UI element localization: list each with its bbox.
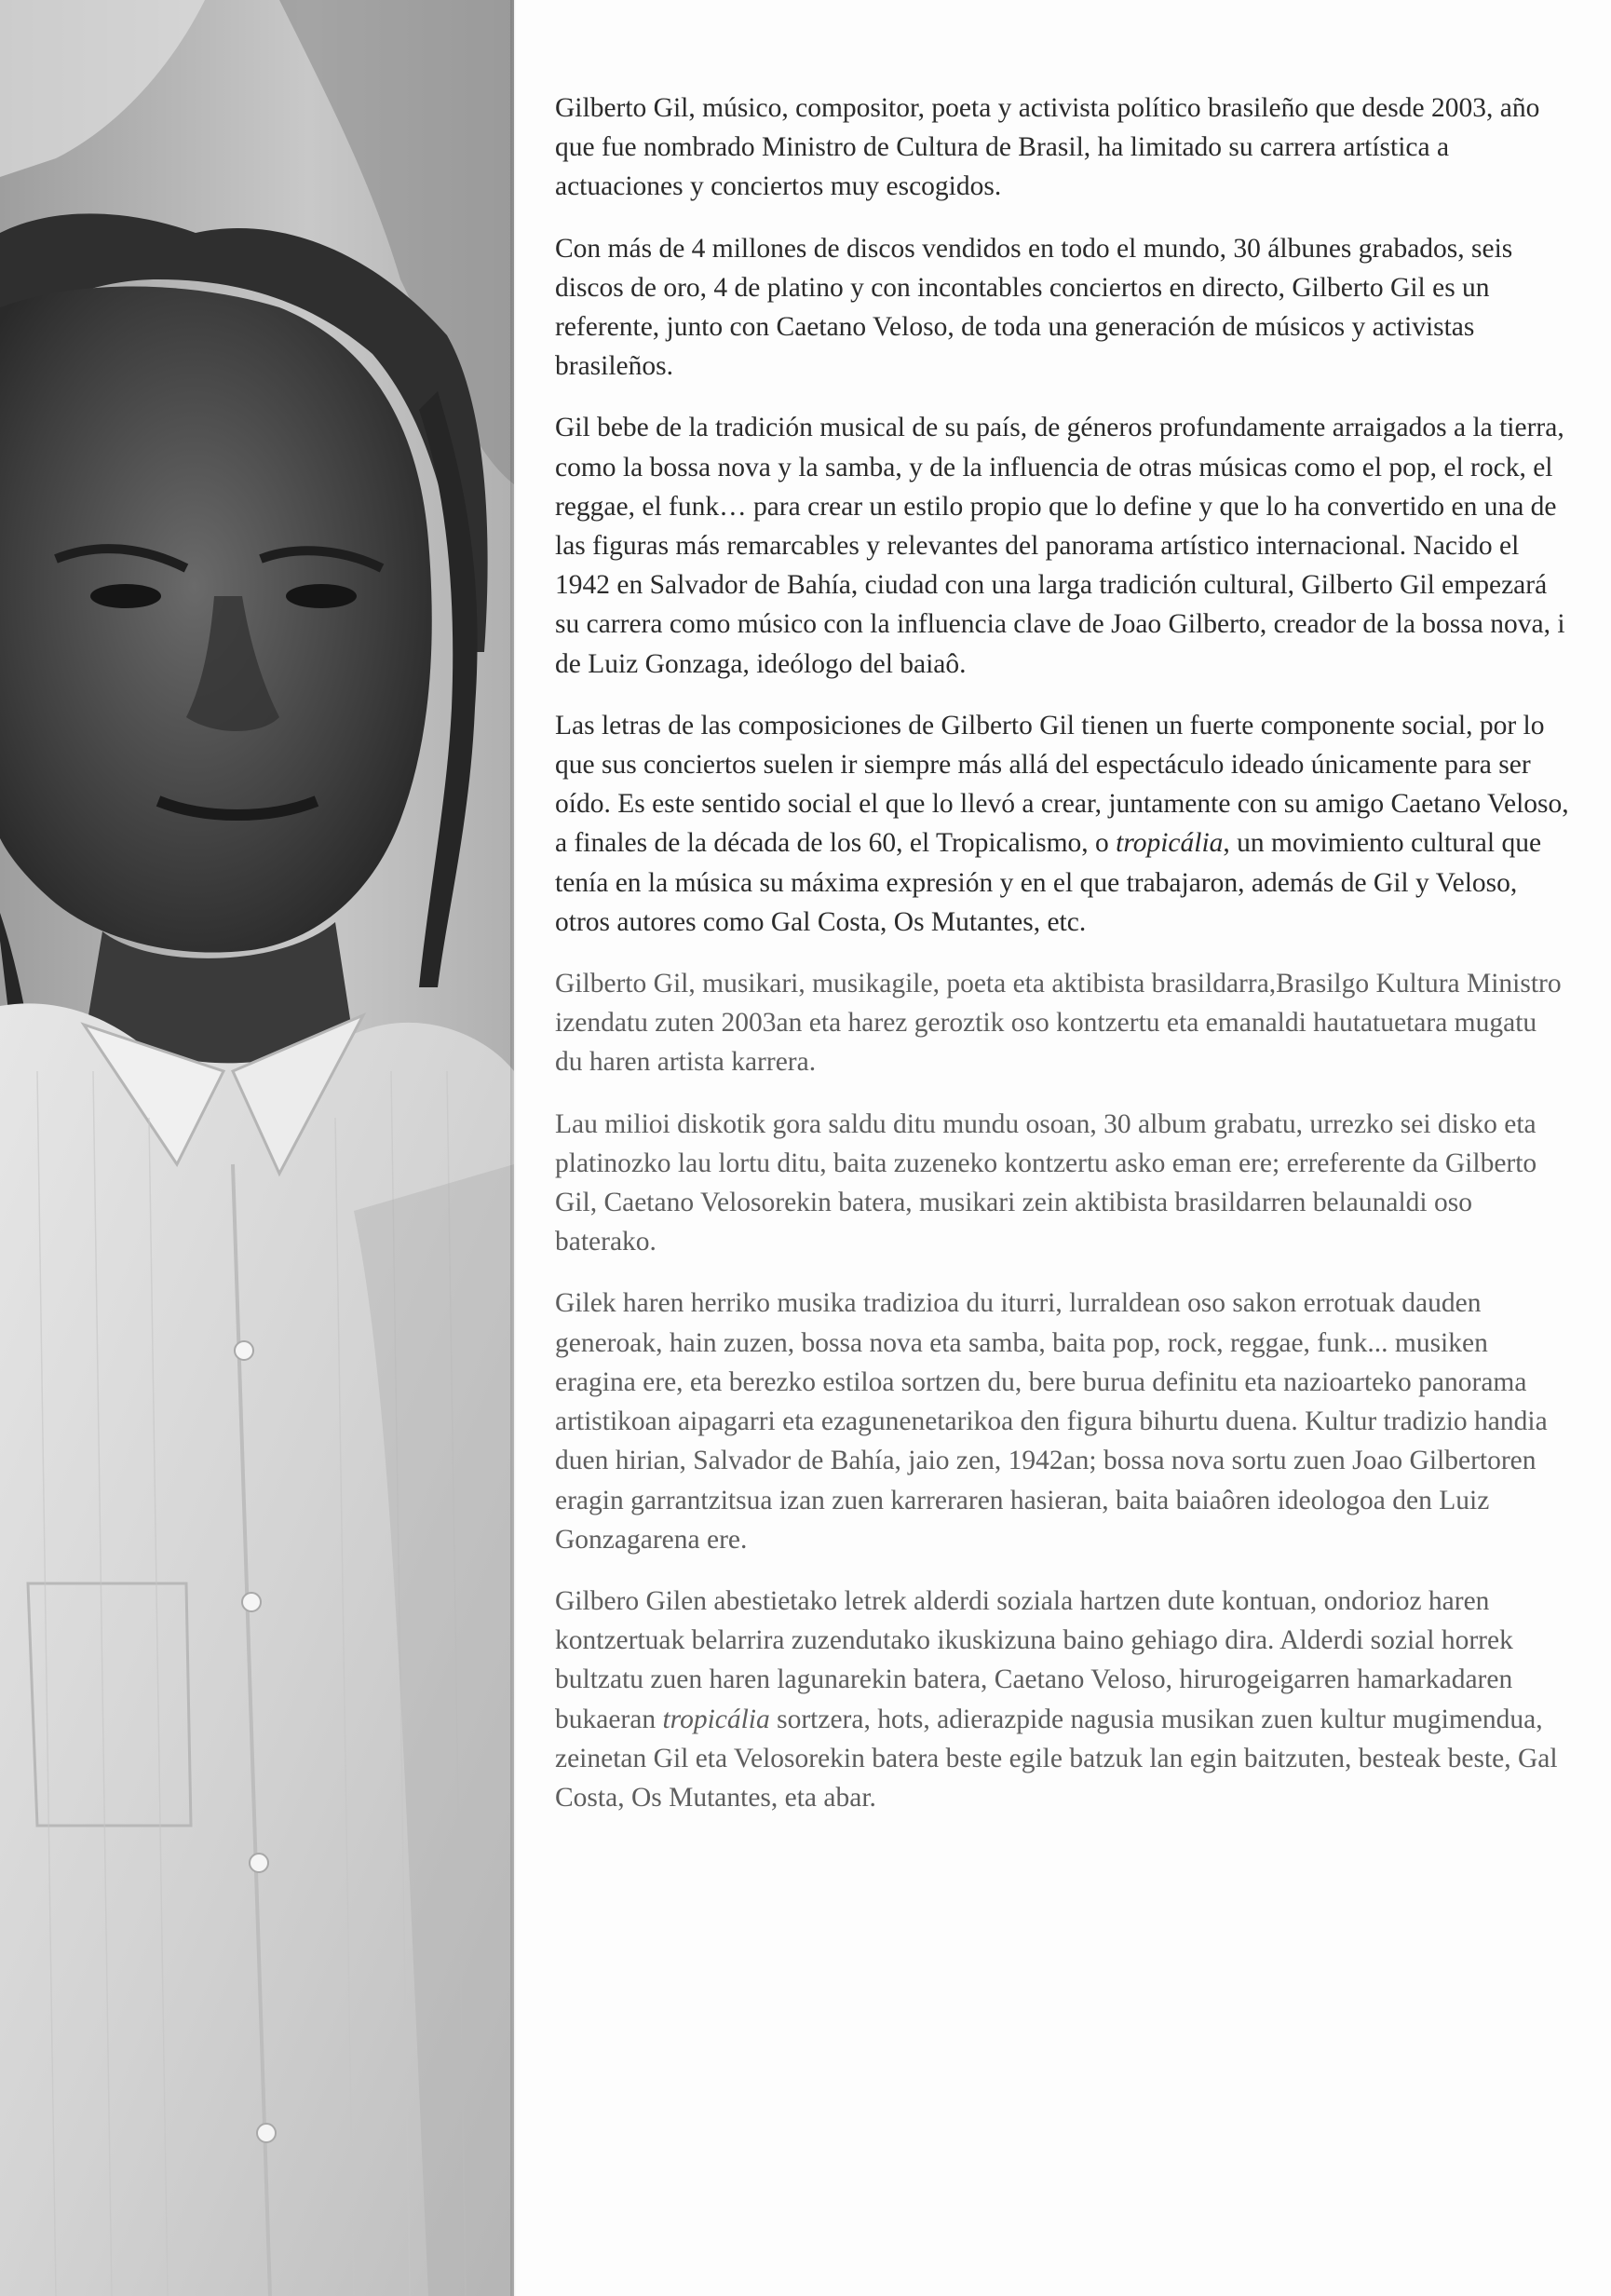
spanish-paragraph-4-part-a: Las letras de las composiciones de Gilberto Gil tienen un fuerte componente social, por lo que sus conciertos suelen ir siempre más allá del espectáculo ideado únicamente para ser oído. Es este sentido social el que lo llevó a crear, juntamente con su amigo Caetano Veloso, a finales de la década de los 60, el Tropicalismo, o [555,710,1569,859]
spanish-paragraph-4-emphasis: tropicália [1116,828,1224,859]
basque-paragraph-4-emphasis: tropicália [662,1704,770,1734]
spanish-paragraph-1: Gilberto Gil, músico, compositor, poeta y activista político brasileño que desde 2003, año que fue nombrado Ministro de Cultura de Brasil, ha limitado su carrera artística a actuaciones y conciertos muy escogidos. [555,93,1540,202]
spanish-paragraph-3: Gil bebe de la tradición musical de su país, de géneros profundamente arraigados a la tierra, como la bossa nova y la samba, y de la influencia de otras músicas como el pop, el rock, el reggae, el funk… para crear un estilo propio que lo define y que lo ha convertido en una de las figuras más remarcables y relevantes del panorama artístico internacional. Nacido el 1942 en Salvador de Bahía, ciudad con una larga tradición cultural, Gilberto Gil empezará su carrera como músico con la influencia clave de Joao Gilberto, creador de la bossa nova, i de Luiz Gonzaga, ideólogo del baiaô. [555,413,1565,679]
basque-paragraph-4-part-a: Gilbero Gilen abestietako letrek alderdi soziala hartzen dute kontuan, ondorioz haren kontzertuak belarrira zuzendutako ikuskizuna baino gehiago dira. Alderdi sozial horrek bultzatu zuen haren lagunarekin batera, Caetano Veloso, hirurogeigarren hamarkadaren bukaeran [555,1585,1513,1734]
text-column [555,88,1570,1840]
spanish-paragraph-2: Con más de 4 millones de discos vendidos en todo el mundo, 30 álbunes grabados, seis discos de oro, 4 de platino y con incontables conciertos en directo, Gilberto Gil es un referente, junto con Caetano Veloso, de toda una generación de músicos y activistas brasileños. [555,233,1513,382]
basque-paragraph-2: Lau milioi diskotik gora saldu ditu mundu osoan, 30 album grabatu, urrezko sei disko eta platinozko lau lortu ditu, baita zuzeneko kontzertu asko eman ere; erreferente da Gilberto Gil, Caetano Velosorekin batera, musikari zein aktibista brasildarren belaunaldi oso baterako. [555,1108,1537,1257]
spanish-paragraph-4-part-b: , un movimiento cultural que tenía en la música su máxima expresión y en el que trabajaron, además de Gil y Veloso, otros autores como Gal Costa, Os Mutantes, etc. [555,828,1542,937]
basque-paragraph-4-part-b: sortzera, hots, adierazpide nagusia musikan zuen kultur mugimendua, zeinetan Gil eta Velosorekin batera beste egile batzuk lan egin baitzuten, besteak beste, Gal Costa, Os Mutantes, eta abar. [555,1704,1558,1813]
spanish-paragraph-4 [555,706,1570,942]
portrait-photo-icon [0,0,514,2296]
basque-paragraph-1: Gilberto Gil, musikari, musikagile, poeta eta aktibista brasildarra,Brasilgo Kultura Ministro izendatu zuten 2003an eta harez geroztik oso kontzertu eta emanaldi hautatuetara mugatu du haren artista karrera. [555,969,1562,1078]
basque-paragraph-3: Gilek haren herriko musika tradizioa du iturri, lurraldean oso sakon errotuak dauden generoak, hain zuzen, bossa nova eta samba, baita pop, rock, reggae, funk... musiken eragina ere, eta berezko estiloa sortzen du, bere burua definitu eta nazioarteko panorama artistikoan aipagarri eta ezagunenetarikoa den figura bihurtu duena. Kultur tradizio handia duen hirian, Salvador de Bahía, jaio zen, 1942an; bossa nova sortu zuen Joao Gilbertoren eragin garrantzitsua izan zuen karreraren hasieran, baita baiaôren ideologoa den Luiz Gonzagarena ere. [555,1288,1548,1555]
basque-paragraph-4 [555,1582,1570,1817]
portrait-photo [0,0,514,2296]
photo-edge-shadow [510,0,516,2296]
